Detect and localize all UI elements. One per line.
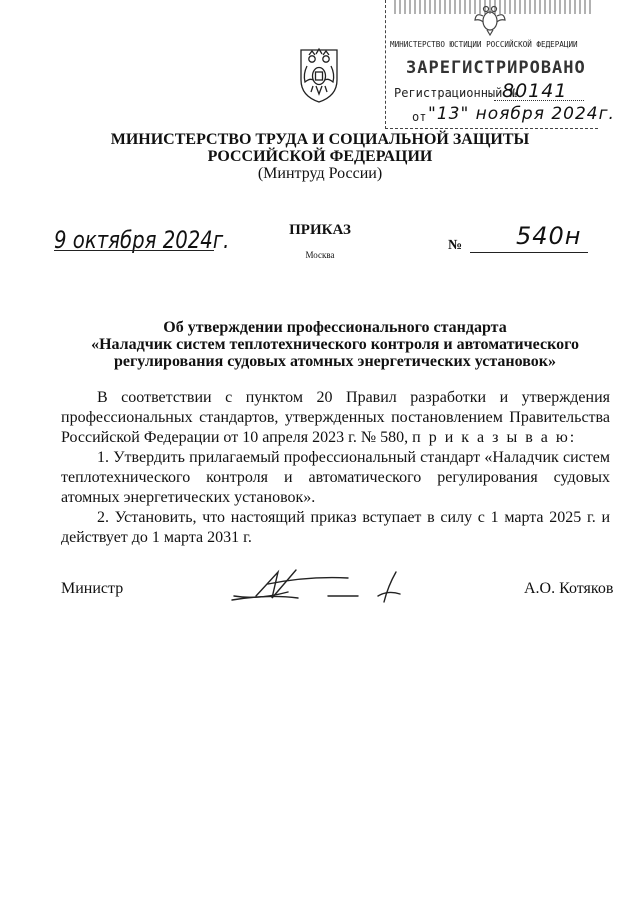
preamble-paragraph <box>61 388 610 448</box>
stamp-regno-underline <box>494 100 584 101</box>
registration-stamp <box>385 0 615 129</box>
signer-name: А.О. Котяков <box>524 580 614 597</box>
preamble-text: В соответствии с пунктом 20 Правил разработки и утверждения профессиональных стандартов, утвержденных постановлением Правительства Российской Федерации от 10 апреля 2023 г. № 580, <box>61 389 610 446</box>
orders-word: п р и к а з ы в а ю: <box>412 429 577 446</box>
stamp-registered-text: ЗАРЕГИСТРИРОВАНО <box>406 58 586 78</box>
stamp-coat-of-arms-icon <box>472 2 508 38</box>
order-date-handwritten: 9 октября 2024г. <box>54 226 230 254</box>
title-line1: Об утверждении профессионального стандарта <box>163 319 507 336</box>
order-number-sign: № <box>448 238 463 253</box>
order-number-handwritten: 540н <box>516 222 582 250</box>
stamp-date-handwritten: "13" ноября 2024г. <box>428 104 615 124</box>
item-1-paragraph: 1. Утвердить прилагаемый профессиональный стандарт «Наладчик систем теплотехнического контроля и автоматического регулирования судовых атомных энергетических установок». <box>61 449 610 506</box>
ministry-short-name: (Минтруд России) <box>257 165 383 182</box>
ministry-name-line1: МИНИСТЕРСТВО ТРУДА И СОЦИАЛЬНОЙ ЗАЩИТЫ <box>110 131 530 148</box>
title-line2: «Наладчик систем теплотехнического контроля и автоматического <box>91 336 579 353</box>
order-heading: ПРИКАЗ <box>289 222 351 238</box>
order-body <box>61 388 610 548</box>
item-2-paragraph: 2. Установить, что настоящий приказ вступает в силу с 1 марта 2025 г. и действует до 1 марта 2031 г. <box>61 509 610 546</box>
signer-position: Министр <box>61 580 124 597</box>
ministry-header <box>0 131 640 182</box>
order-number-line <box>470 252 588 253</box>
ministry-name-line2: РОССИЙСКОЙ ФЕДЕРАЦИИ <box>207 148 433 165</box>
order-city: Москва <box>305 250 335 260</box>
order-title <box>60 319 610 370</box>
handwritten-signature-icon <box>228 566 418 606</box>
order-date-underline <box>54 250 214 251</box>
stamp-date-label: от <box>412 110 427 124</box>
coat-of-arms-icon <box>293 46 345 104</box>
stamp-regno-handwritten: 80141 <box>502 80 568 102</box>
stamp-ministry-text: МИНИСТЕРСТВО ЮСТИЦИИ РОССИЙСКОЙ ФЕДЕРАЦИИ <box>390 40 578 49</box>
title-line3: регулирования судовых атомных энергетических установок» <box>113 353 556 370</box>
stamp-regno-label: Регистрационный № <box>394 86 517 100</box>
